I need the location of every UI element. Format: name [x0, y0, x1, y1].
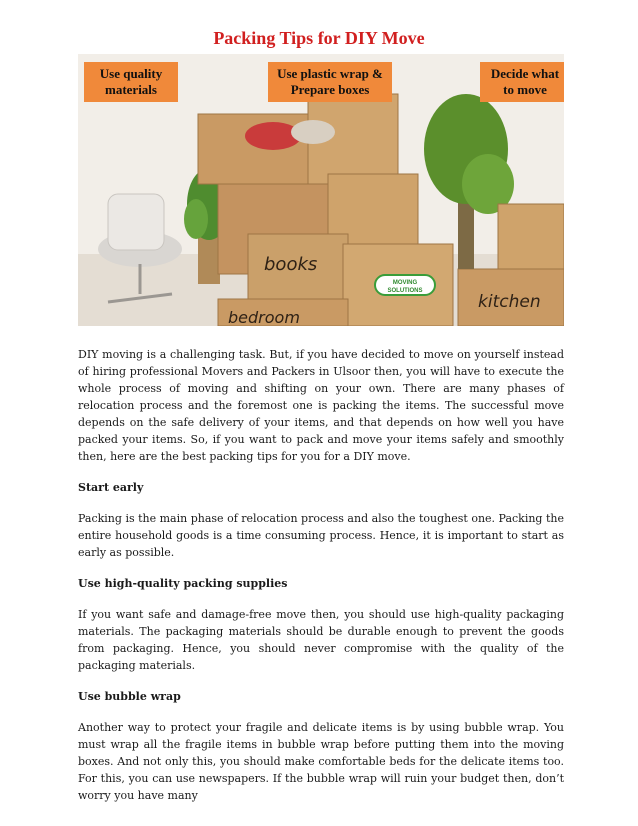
article-body — [78, 346, 564, 818]
paragraph-start-early: Packing is the main phase of relocation process and also the toughest one. Packing the entire household goods is a time consuming process. Hence, it is important to start as early as possible. — [78, 512, 564, 559]
page-title: Packing Tips for DIY Move — [213, 28, 425, 48]
badge-plastic-wrap: Use plastic wrap & Prepare boxes — [268, 62, 392, 102]
box-label-kitchen: kitchen — [478, 292, 541, 312]
paragraph-bubble-wrap: Another way to protect your fragile and delicate items is by using bubble wrap. You must wrap all the fragile items in bubble wrap before putting them into the moving boxes. And not only this, you should make comfortable beds for the delicate items too. For this, you can use newspapers. If the bubble wrap will ruin your budget then, don’t worry you have many — [78, 721, 564, 802]
box-label-books: books — [264, 254, 318, 275]
moving-solutions-logo: MOVING SOLUTIONS — [374, 274, 436, 296]
heading-start-early: Start early — [78, 481, 144, 494]
intro-paragraph: DIY moving is a challenging task. But, if you have decided to move on yourself instead of hiring professional Movers and Packers in Ulsoor then, you will have to execute the whole process of moving and shifting on your own. There are many phases of relocation process and the foremost one is packing the items. The successful move depends on the safe delivery of your items, and that depends on how well you have packed your items. So, if you want to pack and move your items safely and smoothly then, here are the best packing tips for you for a DIY move. — [78, 348, 564, 463]
heading-packing-supplies: Use high-quality packing supplies — [78, 577, 288, 590]
hero-image — [78, 54, 564, 326]
badge-quality-materials: Use quality materials — [84, 62, 178, 102]
heading-bubble-wrap: Use bubble wrap — [78, 690, 181, 703]
badge-decide-what-to-move: Decide what to move — [480, 62, 564, 102]
paragraph-packing-supplies: If you want safe and damage-free move then, you should use high-quality packaging materials. The packaging materials should be durable enough to prevent the goods from packaging. Hence, you should never compromise with the quality of the packaging materials. — [78, 608, 564, 672]
box-label-bedroom: bedroom — [228, 308, 300, 326]
